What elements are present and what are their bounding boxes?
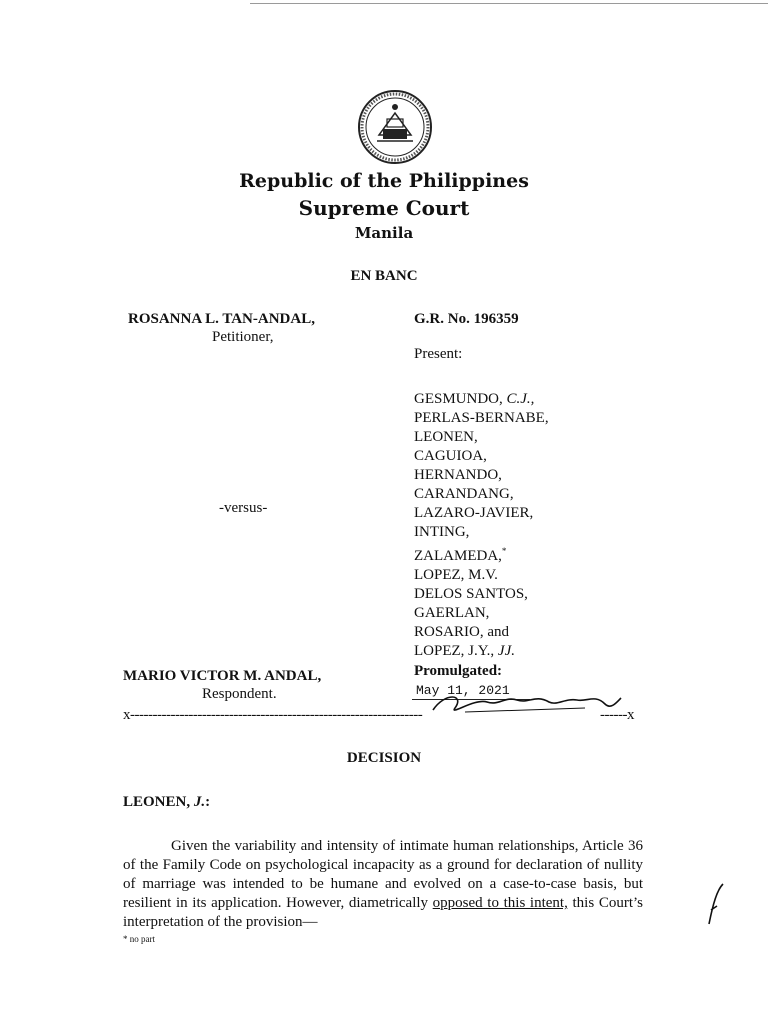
republic-heading: Republic of the Philippines <box>239 170 529 192</box>
justice-item: INTING, <box>414 524 470 540</box>
justice-item: GAERLAN, <box>414 605 490 621</box>
justice-list <box>414 390 549 661</box>
supreme-court-seal-icon <box>357 89 433 165</box>
court-heading: Supreme Court <box>298 196 470 220</box>
respondent-role: Respondent. <box>202 686 277 702</box>
justice-item: ZALAMEDA,* <box>414 546 507 564</box>
justice-item: LOPEZ, J.Y., JJ. <box>414 643 515 659</box>
justice-item: PERLAS-BERNABE, <box>414 410 549 426</box>
city-heading: Manila <box>354 224 414 242</box>
respondent-name: MARIO VICTOR M. ANDAL, <box>123 668 322 684</box>
footnote: * no part <box>123 934 155 944</box>
justice-item: CAGUIOA, <box>414 448 487 464</box>
handwritten-initial-icon <box>703 880 727 930</box>
decision-body <box>123 837 643 932</box>
division-label: EN BANC <box>350 268 418 284</box>
clerk-signature-icon <box>425 688 625 720</box>
justice-item: LEONEN, <box>414 429 478 445</box>
petitioner-role: Petitioner, <box>212 329 274 345</box>
justice-item: HERNANDO, <box>414 467 502 483</box>
ponente: LEONEN, J.: <box>123 794 211 810</box>
petitioner-name: ROSANNA L. TAN-ANDAL, <box>128 311 315 327</box>
present-label: Present: <box>414 346 463 362</box>
separator-right: ------x <box>600 707 634 723</box>
decision-title: DECISION <box>346 750 422 766</box>
justice-item: ROSARIO, and <box>414 624 510 640</box>
justice-item: LOPEZ, M.V. <box>414 567 498 583</box>
justice-item: DELOS SANTOS, <box>414 586 528 602</box>
promulgated-label: Promulgated: <box>414 663 503 679</box>
justice-item: CARANDANG, <box>414 486 514 502</box>
body-paragraph: Given the variability and intensity of intimate human relationships, Article 36 of the Family Code on psychological incapacity as a ground for declaration of nullity of marriage was intended to be humane and evolved on a case-to-case basis, but resilient in its application. However, diametrically opposed to this intent, this Court’s interpretation of the provision— <box>123 838 643 930</box>
justice-item: LAZARO-JAVIER, <box>414 505 534 521</box>
top-scan-rule <box>250 3 768 4</box>
separator-left: x----------------------------------------------------------------- <box>123 707 423 723</box>
promulgation-date: May 11, 2021 <box>416 683 510 698</box>
case-number: G.R. No. 196359 <box>414 311 519 327</box>
versus-label: -versus- <box>219 500 268 516</box>
justice-item: GESMUNDO, C.J., <box>414 391 535 407</box>
